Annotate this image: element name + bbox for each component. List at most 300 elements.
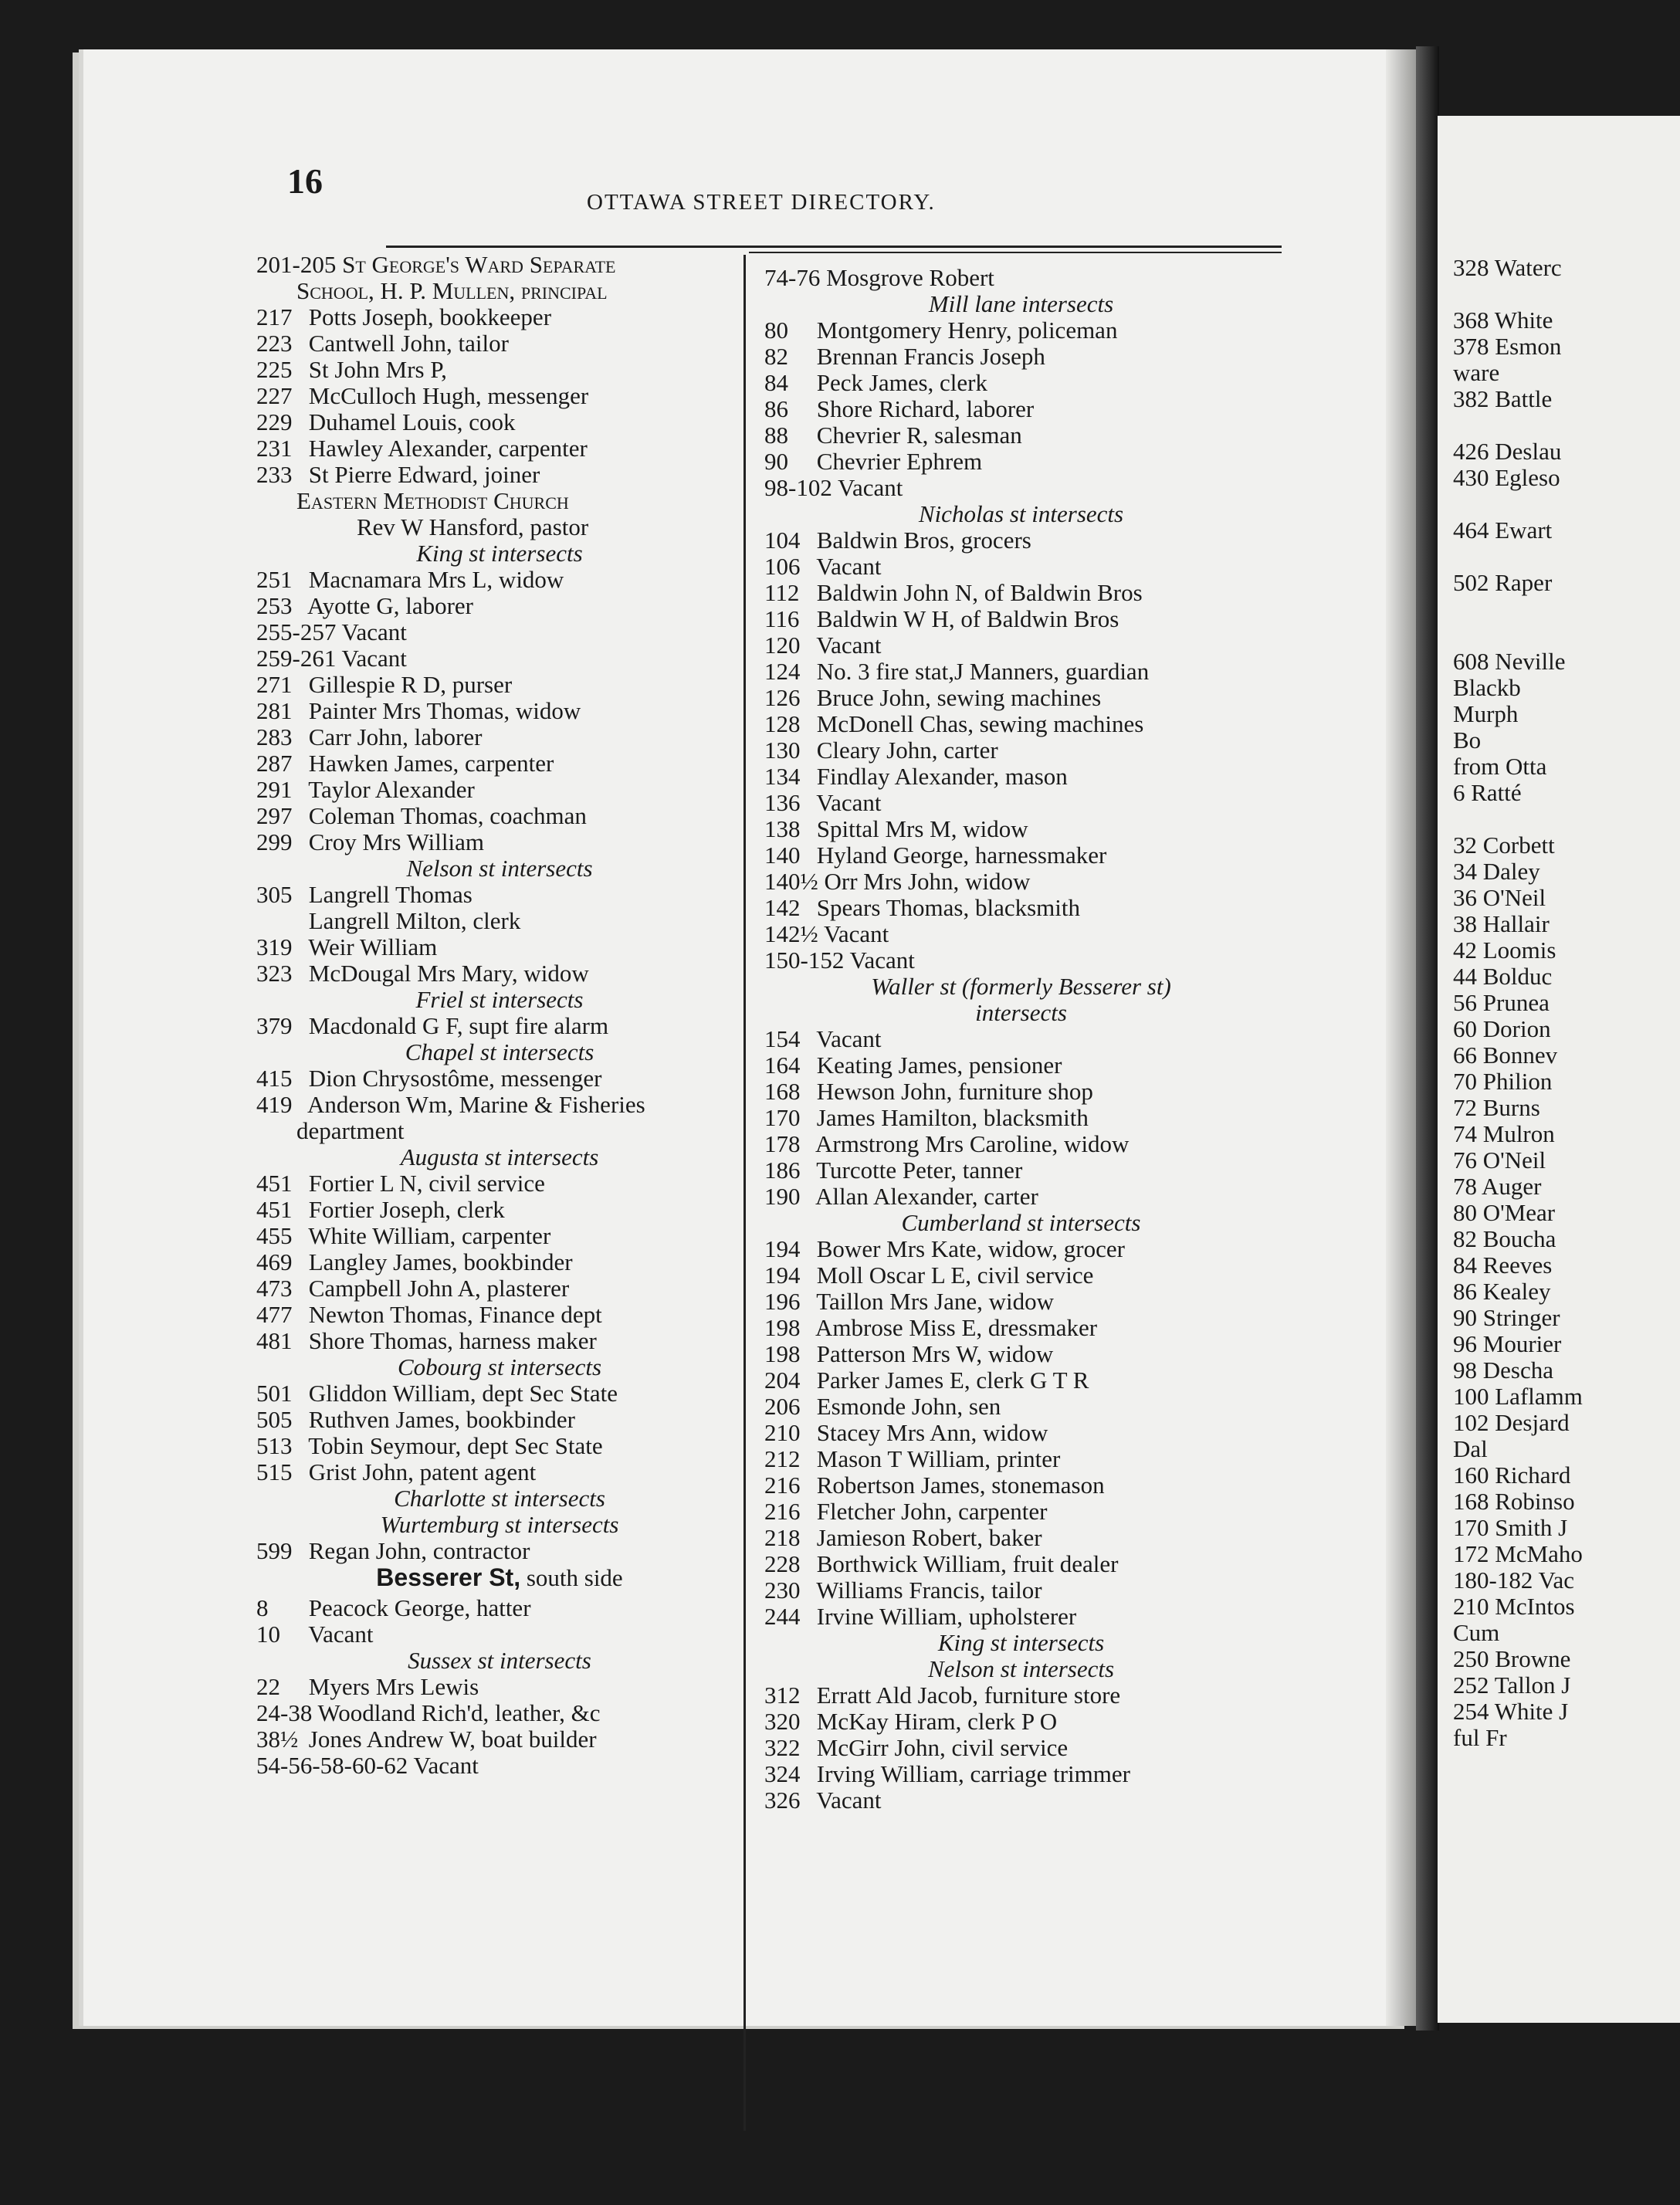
- directory-entry: [764, 1079, 1278, 1105]
- directory-entry: [764, 816, 1278, 842]
- resident-name: Allan Alexander, carter: [811, 1183, 1038, 1210]
- directory-entry: [764, 1420, 1278, 1446]
- street-number: 201-205: [256, 251, 337, 278]
- street-number: 217: [256, 303, 293, 330]
- directory-entry: [764, 1052, 1278, 1079]
- street-number: 216: [764, 1472, 801, 1499]
- facing-page-line: Cum: [1453, 1619, 1500, 1646]
- street-number: 138: [764, 815, 801, 842]
- street-number: 206: [764, 1393, 801, 1420]
- facing-page-line: [1453, 622, 1583, 649]
- street-number: 154: [764, 1025, 801, 1052]
- directory-entry: [764, 921, 1278, 947]
- facing-page-line: 42 Loomis: [1453, 937, 1556, 964]
- resident-name: Erratt Ald Jacob, furniture store: [811, 1682, 1121, 1709]
- street-number: 142½: [764, 920, 818, 947]
- facing-page-line: [1453, 544, 1583, 570]
- directory-entry: [256, 383, 743, 409]
- street-number: 124: [764, 658, 801, 685]
- directory-entry: [764, 554, 1278, 580]
- resident-name: Vacant: [844, 947, 915, 974]
- resident-name: Taillon Mrs Jane, widow: [811, 1288, 1054, 1315]
- resident-name: Potts Joseph, bookkeeper: [303, 303, 552, 330]
- resident-name: Vacant: [336, 645, 407, 672]
- resident-name: Turcotte Peter, tanner: [811, 1157, 1023, 1184]
- resident-name: Fletcher John, carpenter: [811, 1498, 1048, 1525]
- street-number: 223: [256, 330, 293, 357]
- resident-name: Vacant: [811, 789, 882, 816]
- street-number: 324: [764, 1760, 801, 1787]
- street-number: 90: [764, 448, 788, 475]
- facing-page-line: 76 O'Neil: [1453, 1147, 1546, 1174]
- resident-name: Findlay Alexander, mason: [811, 763, 1068, 790]
- resident-name: Vacant: [811, 632, 882, 659]
- directory-entry: [764, 580, 1278, 606]
- resident-name: St John Mrs P,: [303, 356, 447, 383]
- resident-name: Peck James, clerk: [811, 369, 987, 396]
- resident-name: McCulloch Hugh, messenger: [303, 382, 589, 409]
- directory-entry: [764, 1525, 1278, 1551]
- directory-entry: [256, 1433, 743, 1459]
- resident-name: Chevrier Ephrem: [811, 448, 983, 475]
- resident-name: Jones Andrew W, boat builder: [303, 1726, 597, 1753]
- directory-entry: [256, 357, 743, 383]
- street-number: 326: [764, 1787, 801, 1814]
- street-number: 136: [764, 789, 801, 816]
- facing-page-line: 66 Bonnev: [1453, 1042, 1558, 1069]
- facing-page-line: 6 Ratté: [1453, 779, 1522, 806]
- resident-name: Myers Mrs Lewis: [303, 1673, 479, 1700]
- entry-continuation: School, H. P. Mullen, principal: [296, 277, 608, 304]
- street-number: 80: [764, 317, 788, 344]
- street-number: 451: [256, 1170, 293, 1197]
- directory-entry: [256, 698, 743, 724]
- resident-name: Irving William, carriage trimmer: [811, 1760, 1130, 1787]
- resident-name: St George's Ward Separate: [336, 251, 616, 278]
- directory-entry: [256, 1013, 743, 1039]
- resident-name: Vacant: [408, 1752, 479, 1779]
- facing-page-line: 160 Richard: [1453, 1462, 1571, 1489]
- street-number: 126: [764, 684, 801, 711]
- resident-name: Newton Thomas, Finance dept: [303, 1301, 602, 1328]
- directory-entry: [764, 1551, 1278, 1577]
- street-number: 283: [256, 723, 293, 750]
- resident-name: Chevrier R, salesman: [811, 422, 1022, 449]
- directory-entry: [256, 960, 743, 987]
- directory-entry: [764, 1289, 1278, 1315]
- directory-entry: [764, 1709, 1278, 1735]
- facing-page-line: 84 Reeves: [1453, 1252, 1553, 1279]
- resident-name: Coleman Thomas, coachman: [303, 802, 587, 829]
- street-number: 194: [764, 1235, 801, 1262]
- street-number: 198: [764, 1314, 801, 1341]
- resident-name: Fortier L N, civil service: [303, 1170, 545, 1197]
- resident-name: Baldwin John N, of Baldwin Bros: [811, 579, 1143, 606]
- directory-entry: [764, 1394, 1278, 1420]
- intersection-note: Nicholas st intersects: [918, 500, 1124, 527]
- directory-entry: [764, 659, 1278, 685]
- resident-name: Vacant: [303, 1621, 374, 1648]
- street-number: 451: [256, 1196, 293, 1223]
- facing-page-line: 44 Bolduc: [1453, 963, 1553, 990]
- resident-name: Bruce John, sewing machines: [811, 684, 1102, 711]
- street-number: 233: [256, 461, 293, 488]
- resident-name: St Pierre Edward, joiner: [303, 461, 540, 488]
- street-number: 140½: [764, 868, 818, 895]
- directory-entry: [256, 1700, 743, 1726]
- street-number: 168: [764, 1078, 801, 1105]
- resident-name: Langrell Milton, clerk: [303, 907, 521, 934]
- street-number: 323: [256, 960, 293, 987]
- street-number: 305: [256, 881, 293, 908]
- street-number: 218: [764, 1524, 801, 1551]
- intersection-note: Friel st intersects: [415, 986, 584, 1013]
- resident-name: Painter Mrs Thomas, widow: [303, 697, 581, 724]
- resident-name: Campbell John A, plasterer: [303, 1275, 570, 1302]
- facing-page-line: 378 Esmon: [1453, 333, 1562, 360]
- directory-entry: [256, 1726, 743, 1753]
- page-number: 16: [287, 161, 323, 201]
- directory-entry: [256, 777, 743, 803]
- facing-page-line: ware: [1453, 359, 1500, 386]
- resident-name: Langley James, bookbinder: [303, 1248, 573, 1275]
- directory-entry: [256, 882, 743, 908]
- street-number: 198: [764, 1340, 801, 1367]
- directory-entry: [764, 527, 1278, 554]
- directory-entry: [256, 908, 743, 934]
- directory-entry: [256, 1092, 743, 1118]
- street-number: 230: [764, 1577, 801, 1604]
- directory-entry: [764, 1341, 1278, 1367]
- intersection-note: King st intersects: [937, 1629, 1105, 1656]
- resident-name: Jamieson Robert, baker: [811, 1524, 1042, 1551]
- directory-entry: [256, 803, 743, 829]
- resident-name: Spittal Mrs M, widow: [811, 815, 1028, 842]
- resident-name: Peacock George, hatter: [303, 1594, 531, 1621]
- facing-page-line: 36 O'Neil: [1453, 884, 1546, 911]
- street-number: 142: [764, 894, 801, 921]
- facing-page-line: 38 Hallair: [1453, 910, 1550, 937]
- street-number: 322: [764, 1734, 801, 1761]
- directory-entry: [764, 1472, 1278, 1499]
- street-number: 84: [764, 369, 788, 396]
- directory-entry: [256, 672, 743, 698]
- resident-name: Orr Mrs John, widow: [818, 868, 1031, 895]
- street-number: 54-56-58-60-62: [256, 1752, 408, 1779]
- street-number: 22: [256, 1673, 280, 1700]
- resident-name: Spears Thomas, blacksmith: [811, 894, 1080, 921]
- facing-page-line: 96 Mourier: [1453, 1330, 1562, 1357]
- street-number: 120: [764, 632, 801, 659]
- resident-name: Mason T William, printer: [811, 1445, 1061, 1472]
- directory-entry: [764, 1315, 1278, 1341]
- directory-entry: [256, 1275, 743, 1302]
- resident-name: Parker James E, clerk G T R: [811, 1367, 1089, 1394]
- street-number: 178: [764, 1130, 801, 1157]
- street-number: 469: [256, 1248, 293, 1275]
- resident-name: Hyland George, harnessmaker: [811, 842, 1107, 869]
- resident-name: Duhamel Louis, cook: [303, 408, 516, 435]
- resident-name: Brennan Francis Joseph: [811, 343, 1045, 370]
- street-number: 379: [256, 1012, 293, 1039]
- street-number: 134: [764, 763, 801, 790]
- resident-name: Shore Richard, laborer: [811, 395, 1035, 422]
- resident-name: Baldwin Bros, grocers: [811, 527, 1031, 554]
- resident-name: Ambrose Miss E, dressmaker: [811, 1314, 1098, 1341]
- street-number: 196: [764, 1288, 801, 1315]
- street-number: 501: [256, 1380, 293, 1407]
- street-number: 210: [764, 1419, 801, 1446]
- street-number: 106: [764, 553, 801, 580]
- street-number: 297: [256, 802, 293, 829]
- directory-entry: [764, 1735, 1278, 1761]
- directory-entry: [256, 593, 743, 619]
- directory-entry: [764, 1026, 1278, 1052]
- directory-entry: [256, 1753, 743, 1779]
- resident-name: Vacant: [336, 618, 407, 645]
- directory-entry: [256, 724, 743, 750]
- directory-entry: [764, 790, 1278, 816]
- resident-name: Gillespie R D, purser: [303, 671, 513, 698]
- street-number: 130: [764, 737, 801, 764]
- street-number: 513: [256, 1432, 293, 1459]
- directory-entry: [764, 632, 1278, 659]
- facing-page-line: 254 White J: [1453, 1698, 1569, 1725]
- resident-name: Anderson Wm, Marine & Fisheries: [303, 1091, 645, 1118]
- intersection-note: Augusta st intersects: [400, 1143, 599, 1170]
- facing-page-line: 86 Kealey: [1453, 1278, 1551, 1305]
- street-number: 150-152: [764, 947, 845, 974]
- facing-page-line: 502 Raper: [1453, 569, 1553, 596]
- street-number: 228: [764, 1550, 801, 1577]
- street-number: 251: [256, 566, 293, 593]
- book-spine: [1416, 46, 1439, 2031]
- street-number: 319: [256, 933, 293, 960]
- street-number: 419: [256, 1091, 293, 1118]
- entry-continuation: Eastern Methodist Church: [296, 487, 569, 514]
- street-heading: [256, 1564, 743, 1595]
- resident-name: Vacant: [811, 553, 882, 580]
- street-number: 98-102: [764, 474, 832, 501]
- facing-page-line: 210 McIntos: [1453, 1593, 1575, 1620]
- street-number: 170: [764, 1104, 801, 1131]
- facing-page-line: 252 Tallon J: [1453, 1672, 1571, 1699]
- directory-entry: [256, 619, 743, 645]
- directory-entry: [256, 1407, 743, 1433]
- street-number: 244: [764, 1603, 801, 1630]
- resident-name: Ayotte G, laborer: [303, 592, 473, 619]
- directory-entry: [256, 435, 743, 462]
- resident-name: Weir William: [303, 933, 438, 960]
- entry-continuation: department: [296, 1117, 405, 1144]
- directory-entry: [764, 869, 1278, 895]
- directory-entry: [256, 1380, 743, 1407]
- street-number: 116: [764, 605, 800, 632]
- directory-entry: [764, 842, 1278, 869]
- street-number: 320: [764, 1708, 801, 1735]
- facing-page-line: 56 Prunea: [1453, 989, 1550, 1016]
- directory-entry: [764, 1157, 1278, 1184]
- street-side: south side: [520, 1564, 623, 1591]
- facing-page-line: 74 Mulron: [1453, 1120, 1555, 1147]
- directory-entry: [256, 1595, 743, 1621]
- facing-page-line: [1453, 596, 1583, 622]
- street-number: 271: [256, 671, 293, 698]
- facing-page-line: [1453, 412, 1583, 439]
- street-number: 88: [764, 422, 788, 449]
- street-name: Besserer St,: [376, 1563, 521, 1591]
- street-number: 74-76: [764, 264, 821, 291]
- street-number: 299: [256, 828, 293, 855]
- directory-entry: [256, 462, 743, 488]
- facing-page-line: 382 Battle: [1453, 385, 1553, 412]
- resident-name: Hewson John, furniture shop: [811, 1078, 1093, 1105]
- directory-entry: [764, 737, 1278, 764]
- street-number: 86: [764, 395, 788, 422]
- street-number: 287: [256, 750, 293, 777]
- intersection-note: Cumberland st intersects: [901, 1209, 1141, 1236]
- street-number: 190: [764, 1183, 801, 1210]
- intersection-note: intersects: [975, 999, 1067, 1026]
- directory-entry: [764, 1787, 1278, 1814]
- street-number: 38½: [256, 1726, 299, 1753]
- resident-name: Armstrong Mrs Caroline, widow: [811, 1130, 1130, 1157]
- resident-name: Regan John, contractor: [303, 1537, 530, 1564]
- street-number: 481: [256, 1327, 293, 1354]
- facing-page-line: 34 Daley: [1453, 858, 1540, 885]
- resident-name: Macnamara Mrs L, widow: [303, 566, 564, 593]
- facing-page-line: 72 Burns: [1453, 1094, 1540, 1121]
- directory-entry: [764, 1184, 1278, 1210]
- directory-entry: [764, 711, 1278, 737]
- intersection-note: Mill lane intersects: [928, 290, 1114, 317]
- resident-name: Williams Francis, tailor: [811, 1577, 1042, 1604]
- facing-page-line: Murph: [1453, 700, 1519, 727]
- resident-name: Borthwick William, fruit dealer: [811, 1550, 1119, 1577]
- street-number: 104: [764, 527, 801, 554]
- directory-entry: [764, 344, 1278, 370]
- intersection-note: Nelson st intersects: [406, 855, 593, 882]
- facing-page-line: 80 O'Mear: [1453, 1199, 1556, 1226]
- intersection-note: Nelson st intersects: [927, 1655, 1115, 1682]
- street-number: 216: [764, 1498, 801, 1525]
- directory-entry: [764, 685, 1278, 711]
- street-number: 128: [764, 710, 801, 737]
- street-number: 194: [764, 1262, 801, 1289]
- facing-page-line: 464 Ewart: [1453, 517, 1553, 544]
- directory-entry: [256, 645, 743, 672]
- resident-name: Vacant: [811, 1025, 882, 1052]
- directory-entry: [256, 252, 743, 278]
- facing-page-line: 250 Browne: [1453, 1645, 1571, 1672]
- resident-name: Grist John, patent agent: [303, 1458, 537, 1485]
- resident-name: Gliddon William, dept Sec State: [303, 1380, 618, 1407]
- directory-entry: [764, 1105, 1278, 1131]
- street-number: 477: [256, 1301, 293, 1328]
- street-number: 227: [256, 382, 293, 409]
- facing-page-line: 430 Egleso: [1453, 464, 1560, 491]
- resident-name: Vacant: [832, 474, 903, 501]
- resident-name: Macdonald G F, supt fire alarm: [303, 1012, 609, 1039]
- directory-entry: [256, 1223, 743, 1249]
- intersection-note: King st intersects: [416, 540, 583, 567]
- street-number: 253: [256, 592, 293, 619]
- directory-entry: [256, 1065, 743, 1092]
- directory-entry: [764, 764, 1278, 790]
- street-number: 204: [764, 1367, 801, 1394]
- facing-page-line: 32 Corbett: [1453, 832, 1555, 859]
- resident-name: Irvine William, upholsterer: [811, 1603, 1077, 1630]
- resident-name: Esmonde John, sen: [811, 1393, 1001, 1420]
- resident-name: Hawley Alexander, carpenter: [303, 435, 588, 462]
- directory-entry: [256, 409, 743, 435]
- left-column: [256, 252, 743, 1779]
- facing-page-column: [1453, 255, 1583, 1751]
- intersection-note: Sussex st intersects: [408, 1647, 591, 1674]
- resident-name: White William, carpenter: [303, 1222, 551, 1249]
- resident-name: Mosgrove Robert: [820, 264, 994, 291]
- directory-entry: [256, 1621, 743, 1648]
- resident-name: Moll Oscar L E, civil service: [811, 1262, 1094, 1289]
- directory-entry: [764, 947, 1278, 974]
- resident-name: Bower Mrs Kate, widow, grocer: [811, 1235, 1125, 1262]
- directory-entry: [256, 1302, 743, 1328]
- facing-page-line: [1453, 491, 1583, 517]
- street-number: 82: [764, 343, 788, 370]
- street-number: 473: [256, 1275, 293, 1302]
- directory-entry: [764, 1682, 1278, 1709]
- facing-page-line: 78 Auger: [1453, 1173, 1542, 1200]
- directory-entry: [764, 1577, 1278, 1604]
- street-number: 415: [256, 1065, 293, 1092]
- directory-entry: [256, 1249, 743, 1275]
- street-number: 255-257: [256, 618, 337, 645]
- intersection-note: Cobourg st intersects: [397, 1353, 602, 1380]
- street-number: 112: [764, 579, 800, 606]
- resident-name: McGirr John, civil service: [811, 1734, 1069, 1761]
- directory-entry: [764, 1446, 1278, 1472]
- page-edge: [1386, 49, 1417, 2026]
- resident-name: Ruthven James, bookbinder: [303, 1406, 576, 1433]
- directory-entry: [256, 934, 743, 960]
- facing-page-line: 608 Neville: [1453, 648, 1566, 675]
- street-number: 186: [764, 1157, 801, 1184]
- directory-entry: [764, 1236, 1278, 1262]
- street-number: 259-261: [256, 645, 337, 672]
- facing-page-line: 98 Descha: [1453, 1357, 1553, 1384]
- resident-name: Vacant: [811, 1787, 882, 1814]
- facing-page-line: ful Fr: [1453, 1724, 1507, 1751]
- directory-entry: [256, 304, 743, 330]
- directory-entry: [764, 475, 1278, 501]
- header-rule-lower: [749, 252, 1282, 253]
- middle-column: [764, 265, 1278, 1814]
- resident-name: Robertson James, stonemason: [811, 1472, 1105, 1499]
- resident-name: Montgomery Henry, policeman: [811, 317, 1118, 344]
- facing-page-line: 60 Dorion: [1453, 1015, 1551, 1042]
- facing-page-line: 426 Deslau: [1453, 438, 1562, 465]
- facing-page-line: Bo: [1453, 727, 1482, 754]
- resident-name: Shore Thomas, harness maker: [303, 1327, 597, 1354]
- facing-page-line: 328 Waterc: [1453, 254, 1562, 281]
- directory-entry: [256, 1538, 743, 1564]
- resident-name: Baldwin W H, of Baldwin Bros: [811, 605, 1119, 632]
- directory-entry: [764, 396, 1278, 422]
- directory-entry: [256, 1170, 743, 1197]
- directory-entry: [764, 606, 1278, 632]
- resident-name: Langrell Thomas: [303, 881, 472, 908]
- directory-entry: [256, 567, 743, 593]
